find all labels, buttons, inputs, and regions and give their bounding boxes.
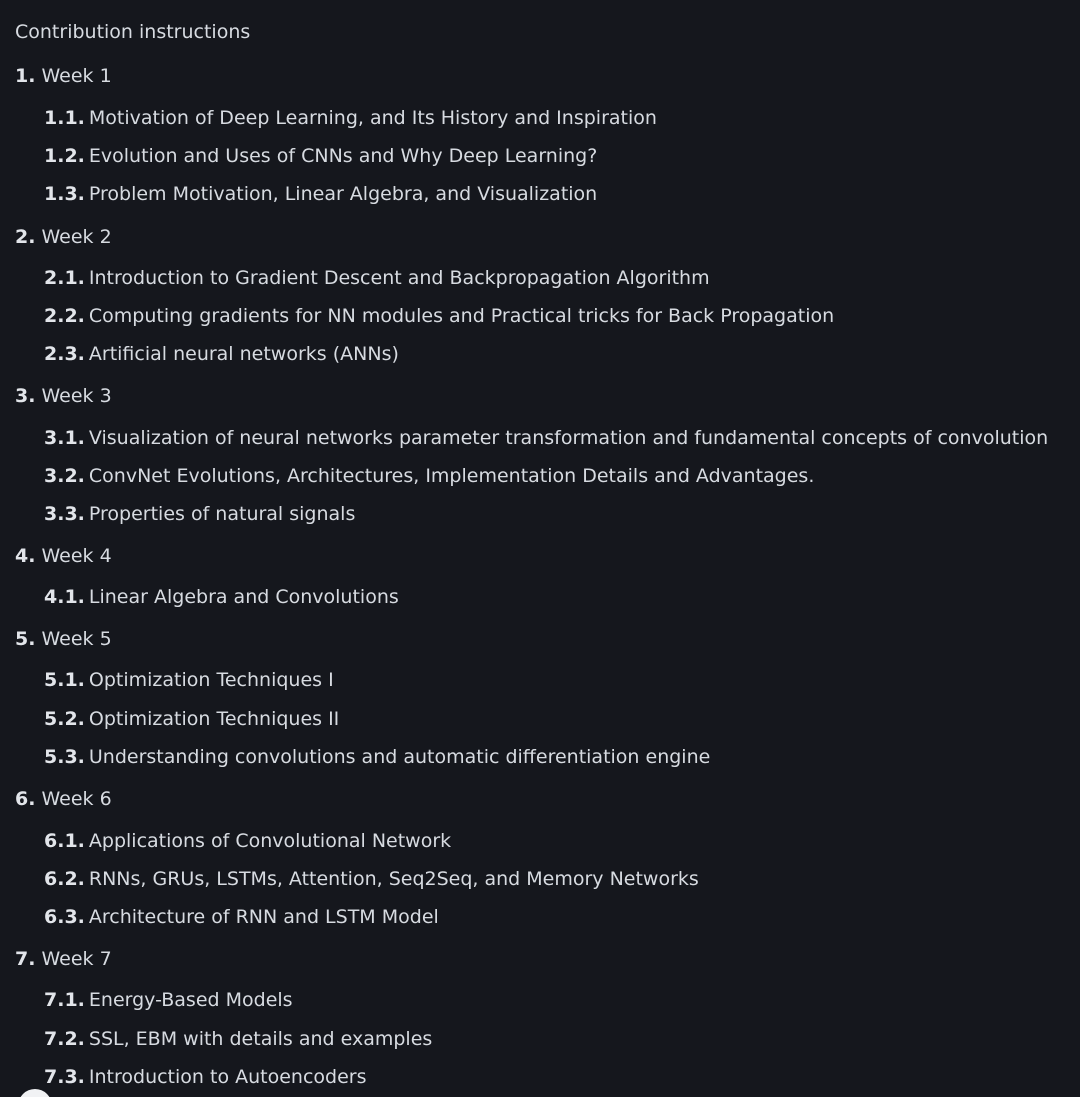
- chapter-week-1[interactable]: [15, 64, 112, 88]
- section-title: Computing gradients for NN modules and Practical tricks for Back Propagation: [88, 305, 835, 327]
- section-6-2[interactable]: [44, 867, 699, 891]
- chapter-week-4[interactable]: [15, 544, 112, 568]
- section-5-2[interactable]: [44, 707, 339, 731]
- chapter-label: Week 4: [41, 545, 112, 567]
- section-title: SSL, EBM with details and examples: [88, 1028, 433, 1050]
- chapter-week-6[interactable]: [15, 787, 112, 811]
- section-5-1[interactable]: [44, 668, 334, 692]
- section-number: 5.2.: [44, 708, 85, 730]
- chapter-number: 4.: [15, 545, 36, 567]
- section-number: 7.1.: [44, 989, 85, 1011]
- section-number: 5.1.: [44, 669, 85, 691]
- section-number: 1.2.: [44, 145, 85, 167]
- section-title: Problem Motivation, Linear Algebra, and Visualization: [88, 183, 598, 205]
- section-number: 3.2.: [44, 465, 85, 487]
- contribution-instructions-link[interactable]: Contribution instructions: [15, 21, 251, 43]
- chapter-number: 7.: [15, 948, 36, 970]
- section-4-1[interactable]: [44, 585, 399, 609]
- section-2-3[interactable]: [44, 342, 399, 366]
- section-3-2[interactable]: [44, 464, 814, 488]
- section-1-3[interactable]: [44, 182, 597, 206]
- section-number: 2.1.: [44, 267, 85, 289]
- section-3-1[interactable]: [44, 426, 1048, 450]
- section-title: Introduction to Gradient Descent and Backpropagation Algorithm: [88, 267, 710, 289]
- section-title: Architecture of RNN and LSTM Model: [88, 906, 439, 928]
- section-title: Evolution and Uses of CNNs and Why Deep Learning?: [88, 145, 598, 167]
- section-7-2[interactable]: [44, 1027, 432, 1051]
- section-2-2[interactable]: [44, 304, 834, 328]
- section-number: 1.3.: [44, 183, 85, 205]
- section-number: 6.1.: [44, 830, 85, 852]
- chapter-week-7[interactable]: [15, 947, 112, 971]
- section-number: 1.1.: [44, 107, 85, 129]
- section-title: Visualization of neural networks parameter transformation and fundamental concepts of convolution: [88, 427, 1049, 449]
- chapter-number: 3.: [15, 385, 36, 407]
- section-number: 5.3.: [44, 746, 85, 768]
- section-title: Artificial neural networks (ANNs): [88, 343, 399, 365]
- section-number: 6.2.: [44, 868, 85, 890]
- section-number: 3.1.: [44, 427, 85, 449]
- section-title: Properties of natural signals: [88, 503, 356, 525]
- chapter-label: Week 2: [41, 226, 112, 248]
- section-6-3[interactable]: [44, 905, 439, 929]
- section-title: Applications of Convolutional Network: [88, 830, 452, 852]
- chapter-label: Week 1: [41, 65, 112, 87]
- chapter-label: Week 6: [41, 788, 112, 810]
- chapter-label: Week 3: [41, 385, 112, 407]
- section-number: 6.3.: [44, 906, 85, 928]
- section-7-1[interactable]: [44, 988, 293, 1012]
- chapter-label: Week 5: [41, 628, 112, 650]
- chapter-number: 6.: [15, 788, 36, 810]
- section-2-1[interactable]: [44, 266, 710, 290]
- section-title: Energy-Based Models: [88, 989, 293, 1011]
- section-title: ConvNet Evolutions, Architectures, Implementation Details and Advantages.: [88, 465, 815, 487]
- section-number: 7.3.: [44, 1066, 85, 1088]
- section-1-2[interactable]: [44, 144, 597, 168]
- section-number: 4.1.: [44, 586, 85, 608]
- chapter-week-2[interactable]: [15, 225, 112, 249]
- section-number: 2.2.: [44, 305, 85, 327]
- section-title: Understanding convolutions and automatic differentiation engine: [88, 746, 711, 768]
- section-5-3[interactable]: [44, 745, 710, 769]
- chapter-number: 5.: [15, 628, 36, 650]
- section-6-1[interactable]: [44, 829, 451, 853]
- section-1-1[interactable]: [44, 106, 657, 130]
- section-number: 7.2.: [44, 1028, 85, 1050]
- section-7-3[interactable]: [44, 1065, 366, 1089]
- section-title: Optimization Techniques I: [88, 669, 334, 691]
- chapter-week-5[interactable]: [15, 627, 112, 651]
- chapter-week-3[interactable]: [15, 384, 112, 408]
- chapter-number: 2.: [15, 226, 36, 248]
- section-title: Motivation of Deep Learning, and Its History and Inspiration: [88, 107, 657, 129]
- chapter-number: 1.: [15, 65, 36, 87]
- chapter-label: Week 7: [41, 948, 112, 970]
- section-number: 2.3.: [44, 343, 85, 365]
- section-title: RNNs, GRUs, LSTMs, Attention, Seq2Seq, and Memory Networks: [88, 868, 699, 890]
- section-title: Introduction to Autoencoders: [88, 1066, 367, 1088]
- section-title: Linear Algebra and Convolutions: [88, 586, 399, 608]
- section-3-3[interactable]: [44, 502, 355, 526]
- section-title: Optimization Techniques II: [88, 708, 340, 730]
- section-number: 3.3.: [44, 503, 85, 525]
